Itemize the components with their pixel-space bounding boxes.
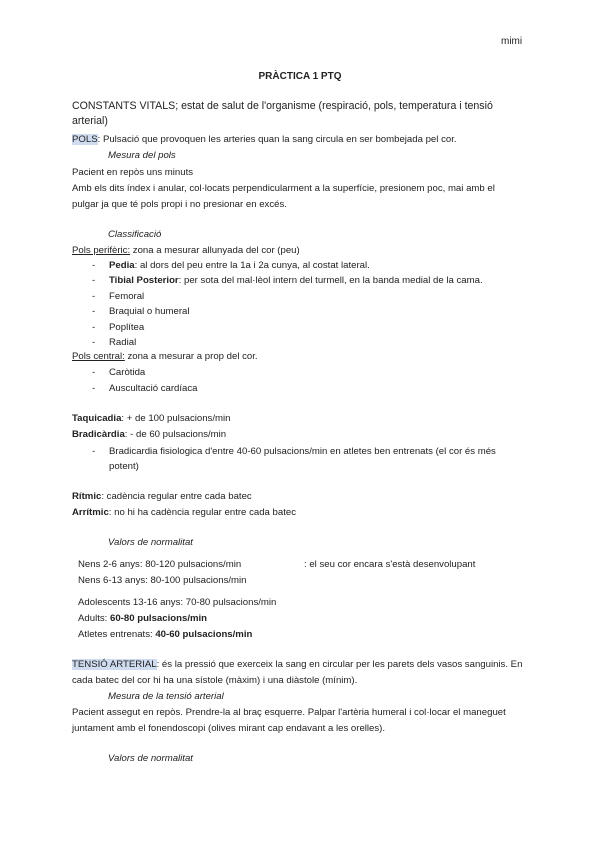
tension-definition <box>72 656 522 673</box>
normal-adults <box>78 610 207 627</box>
pols-measure-line: pulgar ja que té pols propi i no presionar en excés. <box>72 199 287 210</box>
tension-measure-line: juntament amb el fonendoscopi (olives mirant cap endavant a les orelles). <box>72 723 386 734</box>
central-pulse-desc: zona a mesurar a prop del cor. <box>124 351 258 362</box>
peripheral-pulse-item-text: Radial <box>109 337 137 348</box>
tension-definition-text: : és la pressió que exerceix la sang en circular per les parets dels vasos sanguinis. En <box>156 659 523 670</box>
rhythmic-text: : cadència regular entre cada batec <box>101 491 252 502</box>
bradycardia-label: Bradicàrdia <box>72 429 125 440</box>
normal-kids-2-6: Nens 2-6 anys: 80-120 pulsacions/min <box>78 559 242 570</box>
pols-measure-line: Pacient en repòs uns minuts <box>72 167 194 178</box>
central-pulse-item: Auscultació cardíaca <box>109 383 198 394</box>
pols-definition-text: : Pulsació que provoquen les arteries quan la sang circula en ser bombejada pel cor. <box>97 134 457 145</box>
central-pulse-line <box>72 348 258 365</box>
bradycardia-line <box>72 426 226 443</box>
tachycardia-line <box>72 410 230 427</box>
bradycardia-text: : - de 60 pulsacions/min <box>124 429 227 440</box>
arrhythmic-label: Arrítmic <box>72 507 109 518</box>
list-dash: - <box>92 306 96 318</box>
central-pulse-item: Caròtida <box>109 367 146 378</box>
peripheral-pulse-item-text: : per sota del mal·lèol intern del turmell, en la banda medial de la cama. <box>178 275 483 287</box>
peripheral-pulse-item-name: Tibial Posterior <box>109 275 179 287</box>
peripheral-pulse-item <box>109 272 483 289</box>
rhythmic-line <box>72 488 252 505</box>
normal-kids-6-13: Nens 6-13 anys: 80-100 pulsacions/min <box>78 575 247 586</box>
adults-value: 60-80 pulsacions/min <box>110 613 208 624</box>
list-dash: - <box>92 367 96 378</box>
athletes-label: Atletes entrenats: <box>78 629 156 640</box>
peripheral-pulse-item-text: Femoral <box>109 290 145 302</box>
tension-normal-heading: Valors de normalitat <box>108 753 193 764</box>
tension-term: TENSIÓ ARTERIAL <box>72 659 157 670</box>
bradycardia-note: Bradicardia fisiologica d'entre 40-60 pulsacions/min en atletes ben entrenats (el cor és més <box>109 446 496 457</box>
list-dash: - <box>92 446 96 457</box>
list-dash: - <box>92 321 96 333</box>
pols-measure-heading: Mesura del pols <box>108 150 176 161</box>
peripheral-pulse-item-name: Pedia <box>109 260 135 271</box>
peripheral-pulse-label: Pols perifèric: <box>72 245 131 256</box>
intro-text-cont: arterial) <box>72 115 108 127</box>
header-author: mimi <box>501 36 523 47</box>
peripheral-pulse-item-text: Braquial o humeral <box>109 306 190 318</box>
normal-teens: Adolescents 13-16 anys: 70-80 pulsacions/min <box>78 597 277 608</box>
pols-measure-line: Amb els dits índex i anular, col·locats perpendicularment a la superfície, presionem poc, mai amb el <box>72 183 495 194</box>
normal-kids-2-6-note: : el seu cor encara s'està desenvolupant <box>304 559 476 570</box>
tension-measure-line: Pacient assegut en repòs. Prendre-la al braç esquerre. Palpar l'artèria humeral i col·locar el maneguet <box>72 707 506 718</box>
arrhythmic-line <box>72 504 296 521</box>
pols-definition <box>72 131 457 148</box>
arrhythmic-text: : no hi ha cadència regular entre cada batec <box>108 507 297 518</box>
list-dash: - <box>92 275 96 287</box>
adults-label: Adults: <box>78 613 110 624</box>
normal-athletes <box>78 626 252 643</box>
list-dash: - <box>92 260 96 271</box>
list-dash: - <box>92 290 96 302</box>
tachycardia-text: : + de 100 pulsacions/min <box>121 413 231 424</box>
tachycardia-label: Taquicadia <box>72 413 122 424</box>
peripheral-pulse-item-text: : al dors del peu entre la 1a i 2a cunya, al costat lateral. <box>134 260 370 271</box>
peripheral-pulse-desc: zona a mesurar allunyada del cor (peu) <box>130 245 300 256</box>
tension-definition-cont: cada batec del cor hi ha una sístole (màxim) i una diàstole (mínim). <box>72 675 358 686</box>
intro-text: CONSTANTS VITALS; estat de salut de l'organisme (respiració, pols, temperatura i tensió <box>72 100 493 112</box>
rhythmic-label: Rítmic <box>72 491 102 502</box>
bradycardia-note-cont: potent) <box>109 461 139 472</box>
list-dash: - <box>92 337 96 348</box>
central-pulse-label: Pols central: <box>72 351 125 362</box>
pols-term: POLS <box>72 134 98 145</box>
classification-heading: Classificació <box>108 229 162 240</box>
tension-measure-heading: Mesura de la tensió arterial <box>108 691 224 702</box>
athletes-value: 40-60 pulsacions/min <box>155 629 253 640</box>
pulse-normal-heading: Valors de normalitat <box>108 537 193 548</box>
peripheral-pulse-item-text: Poplítea <box>109 321 145 333</box>
list-dash: - <box>92 383 96 394</box>
page-title: PRÀCTICA 1 PTQ <box>258 71 342 82</box>
